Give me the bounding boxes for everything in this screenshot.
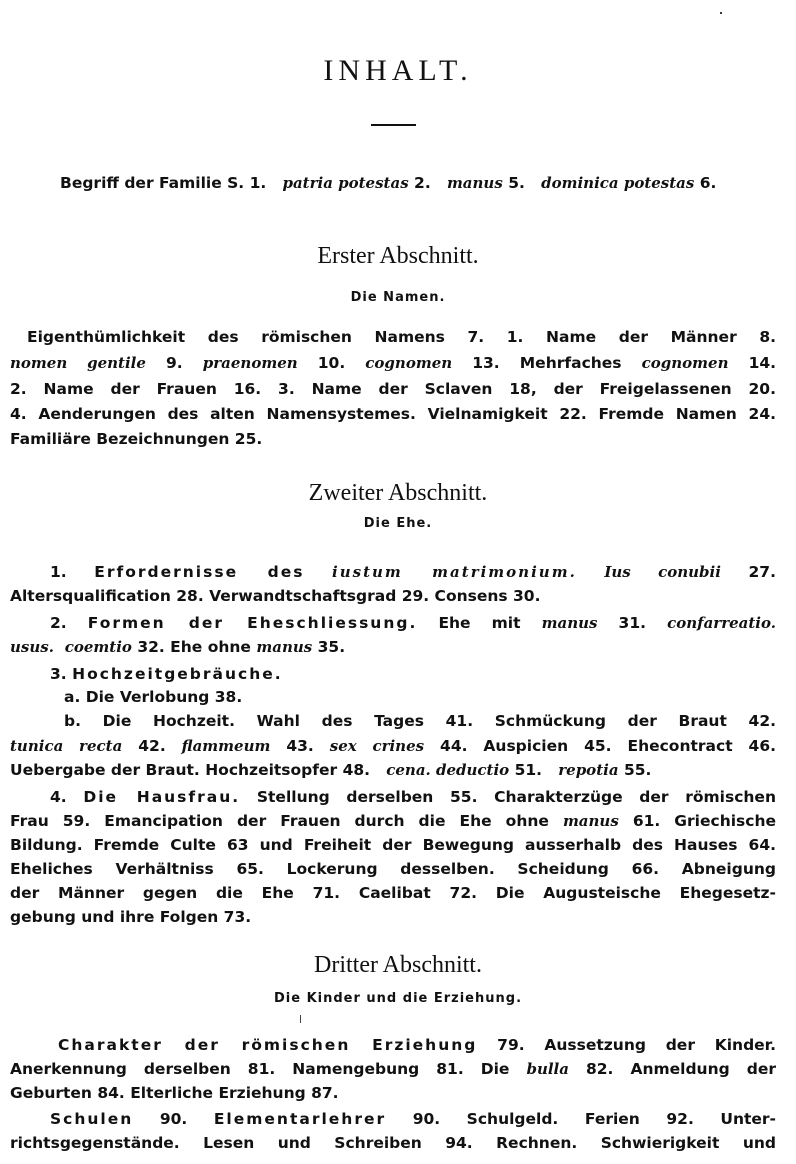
text-line: tunica recta 42. flammeum 43. sex crines 44. Auspicien 45. Ehecontract 46. bbox=[10, 737, 776, 755]
section-heading-3: Dritter Abschnitt. bbox=[314, 952, 482, 978]
text-line: gebung und ihre Folgen 73. bbox=[10, 908, 252, 926]
text-line: 4. Aenderungen des alten Namensystemes. Vielnamigkeit 22. Fremde Namen 24. bbox=[10, 405, 776, 423]
text-line: Eigenthümlichkeit des römischen Namens 7. 1. Name der Männer 8. bbox=[27, 328, 776, 346]
text-line: 3. Hochzeitgebräuche. bbox=[50, 665, 283, 683]
section-subheading-2: Die Ehe. bbox=[363, 516, 433, 531]
text-line: Charakter der römischen Erziehung 79. Aussetzung der Kinder. bbox=[58, 1036, 776, 1054]
section-subheading-1: Die Namen. bbox=[350, 290, 446, 305]
section-heading-1: Erster Abschnitt. bbox=[317, 243, 479, 269]
text-line: 1. Erfordernisse des iustum matrimonium. Ius conubii 27. bbox=[50, 563, 776, 581]
text-line: nomen gentile 9. praenomen 10. cognomen 13. Mehrfaches cognomen 14. bbox=[10, 354, 777, 372]
section-subheading-3: Die Kinder und die Erziehung. bbox=[273, 991, 523, 1006]
text-line: 2. Formen der Eheschliessung. Ehe mit manus 31. confarreatio. bbox=[50, 614, 776, 632]
text-line: richtsgegenstände. Lesen und Schreiben 94. Rechnen. Schwierigkeit und bbox=[10, 1134, 776, 1152]
text-line: usus. coemtio 32. Ehe ohne manus 35. bbox=[10, 638, 346, 656]
page-speck bbox=[300, 1015, 301, 1023]
section-heading-2: Zweiter Abschnitt. bbox=[308, 480, 488, 506]
text-line: Eheliches Verhältniss 65. Lockerung desselben. Scheidung 66. Abneigung bbox=[10, 860, 776, 878]
intro-line: Begriff der Familie S. 1. patria potestas 2. manus 5. dominica potestas 6. bbox=[60, 174, 717, 192]
text-line: Bildung. Fremde Culte 63 und Freiheit der Bewegung ausserhalb des Hauses 64. bbox=[10, 836, 776, 854]
text-line: Altersqualification 28. Verwandtschaftsgrad 29. Consens 30. bbox=[10, 587, 541, 605]
text-line: Geburten 84. Elterliche Erziehung 87. bbox=[10, 1084, 339, 1102]
text-line: Uebergabe der Braut. Hochzeitsopfer 48. cena. deductio 51. repotia 55. bbox=[10, 761, 652, 779]
text-line: b. Die Hochzeit. Wahl des Tages 41. Schmückung der Braut 42. bbox=[64, 712, 776, 730]
page-title: INHALT. bbox=[323, 54, 473, 87]
text-line: Frau 59. Emancipation der Frauen durch die Ehe ohne manus 61. Griechische bbox=[10, 812, 776, 830]
text-line: a. Die Verlobung 38. bbox=[64, 688, 243, 706]
text-line: Schulen 90. Elementarlehrer 90. Schulgeld. Ferien 92. Unter- bbox=[50, 1110, 776, 1128]
text-line: Familiäre Bezeichnungen 25. bbox=[10, 430, 263, 448]
text-line: 2. Name der Frauen 16. 3. Name der Sclaven 18, der Freigelassenen 20. bbox=[10, 380, 776, 398]
title-rule bbox=[371, 124, 416, 126]
text-line: der Männer gegen die Ehe 71. Caelibat 72. Die Augusteische Ehegesetz- bbox=[10, 884, 776, 902]
text-line: Anerkennung derselben 81. Namengebung 81. Die bulla 82. Anmeldung der bbox=[10, 1060, 776, 1078]
text-line: 4. Die Hausfrau. Stellung derselben 55. Charakterzüge der römischen bbox=[50, 788, 776, 806]
page-speck bbox=[720, 12, 722, 14]
